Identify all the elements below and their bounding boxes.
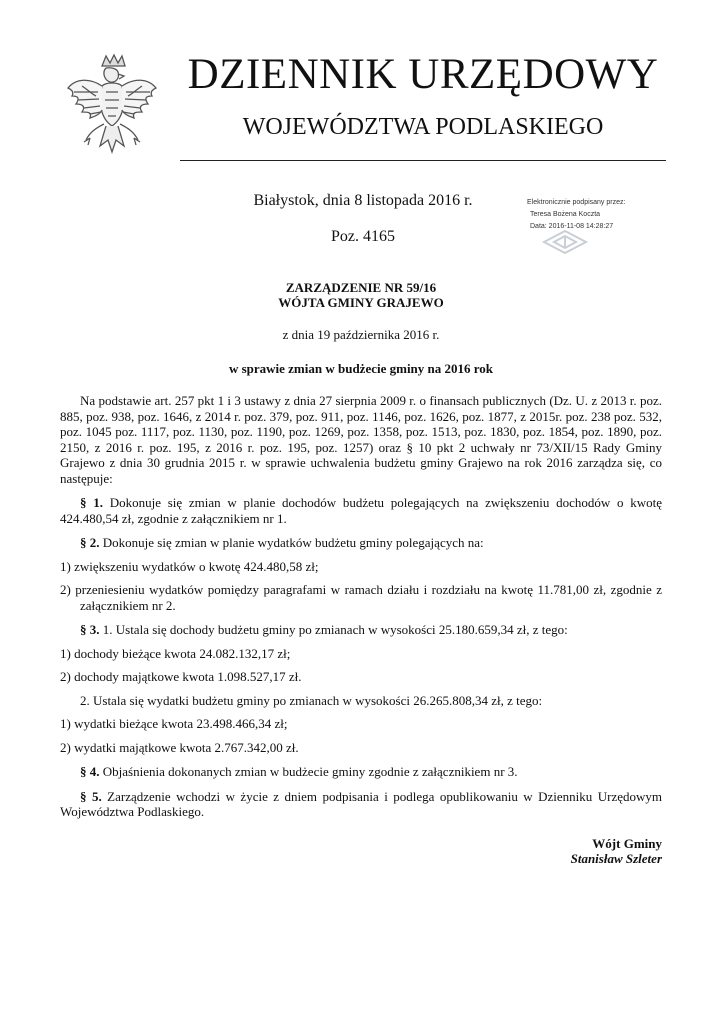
section-3-item-3: 1) wydatki bieżące kwota 23.498.466,34 zł; (60, 716, 288, 731)
decree-date: z dnia 19 października 2016 r. (282, 327, 440, 342)
section-3-item-4: 2) wydatki majątkowe kwota 2.767.342,00 zł. (60, 739, 299, 755)
preamble: Na podstawie art. 257 pkt 1 i 3 ustawy z dnia 27 sierpnia 2009 r. o finansach publicznych (Dz. U. z 2013 r. poz. 885, poz. 938, poz. 1646, z 2014 r. poz. 379, poz. 911, poz. 1146, poz. 1626, poz. 1877, z 2015r. poz. 238 poz. 532, poz. 1045 poz. 1117, poz. 1130, poz. 1190, poz. 1269, poz. 1358, poz. 1513, poz. 1830, poz. 1854, poz. 1890, poz. 2150, z 2016 r. poz. 195, z 2016 r. poz. 195, poz. 1257) oraz § 10 pkt 2 uchwały nr 73/XII/15 Rady Gminy Grajewo z dnia 30 grudnia 2015 r. w sprawie uchwalenia budżetu gminy Grajewo na rok 2016 zarządza się, co następuje: (60, 393, 662, 486)
header-divider (180, 160, 666, 161)
section-3-item-1: 1) dochody bieżące kwota 24.082.132,17 zł; (60, 645, 291, 661)
section-3-label: § 3. (80, 622, 100, 637)
section-5 (60, 789, 662, 820)
section-2-item-1: 1) zwiększeniu wydatków o kwotę 424.480,58 zł; (60, 558, 319, 574)
signature-name: Stanisław Szleter (570, 851, 662, 866)
section-1 (60, 495, 662, 526)
section-3-text: 1. Ustala się dochody budżetu gminy po zmianach w wysokości 25.180.659,34 zł, z tego: (99, 622, 568, 637)
section-4-text: Objaśnienia dokonanych zmian w budżecie gminy zgodnie z załącznikiem nr 3. (99, 764, 518, 779)
section-3-paragraph-2: 2. Ustala się wydatki budżetu gminy po zmianach w wysokości 26.265.808,34 zł, z tego: (80, 692, 543, 708)
document-body (60, 280, 662, 867)
section-3 (60, 622, 662, 638)
section-2 (60, 535, 662, 551)
place-and-date: Białystok, dnia 8 listopada 2016 r. (253, 192, 473, 209)
section-5-text: Zarządzenie wchodzi w życie z dniem podpisania i podlega opublikowaniu w Dzienniku Urzędowym Województwa Podlaskiego. (60, 788, 662, 819)
esign-date: Data: 2016-11-08 14:28:27 (530, 223, 614, 230)
section-3-item-2: 2) dochody majątkowe kwota 1.098.527,17 zł. (60, 669, 302, 684)
section-2-item-2: 2) przeniesieniu wydatków pomiędzy paragrafami w ramach działu i rozdziału na kwotę 11.781,00 zł, zgodnie z załącznikiem nr 2. (60, 582, 662, 613)
esign-signer: Teresa Bożena Koczta (530, 211, 601, 218)
decree-issuer: WÓJTA GMINY GRAJEWO (278, 295, 444, 310)
decree-title: ZARZĄDZENIE NR 59/16 (285, 280, 437, 295)
section-2-text: Dokonuje się zmian w planie wydatków budżetu gminy polegających na: (99, 535, 484, 550)
section-4-label: § 4. (80, 764, 100, 779)
section-1-text: Dokonuje się zmian w planie dochodów budżetu polegających na zwiększeniu dochodów o kwotę 424.480,54 zł, zgodnie z załącznikiem nr 1. (60, 495, 662, 526)
signature-verification-icon (540, 228, 590, 256)
section-1-label: § 1. (80, 495, 103, 510)
section-5-label: § 5. (80, 788, 102, 804)
journal-subtitle: WOJEWÓDZTWA PODLASKIEGO (242, 114, 604, 140)
position-number: Poz. 4165 (331, 228, 395, 245)
signature-title: Wójt Gminy (592, 835, 662, 851)
decree-subject: w sprawie zmian w budżecie gminy na 2016 rok (228, 360, 494, 376)
coat-of-arms-eagle-icon (62, 52, 162, 168)
journal-title: DZIENNIK URZĘDOWY (187, 51, 659, 98)
section-4 (60, 764, 662, 780)
section-2-label: § 2. (80, 535, 100, 550)
esign-label: Elektronicznie podpisany przez: (527, 199, 626, 206)
